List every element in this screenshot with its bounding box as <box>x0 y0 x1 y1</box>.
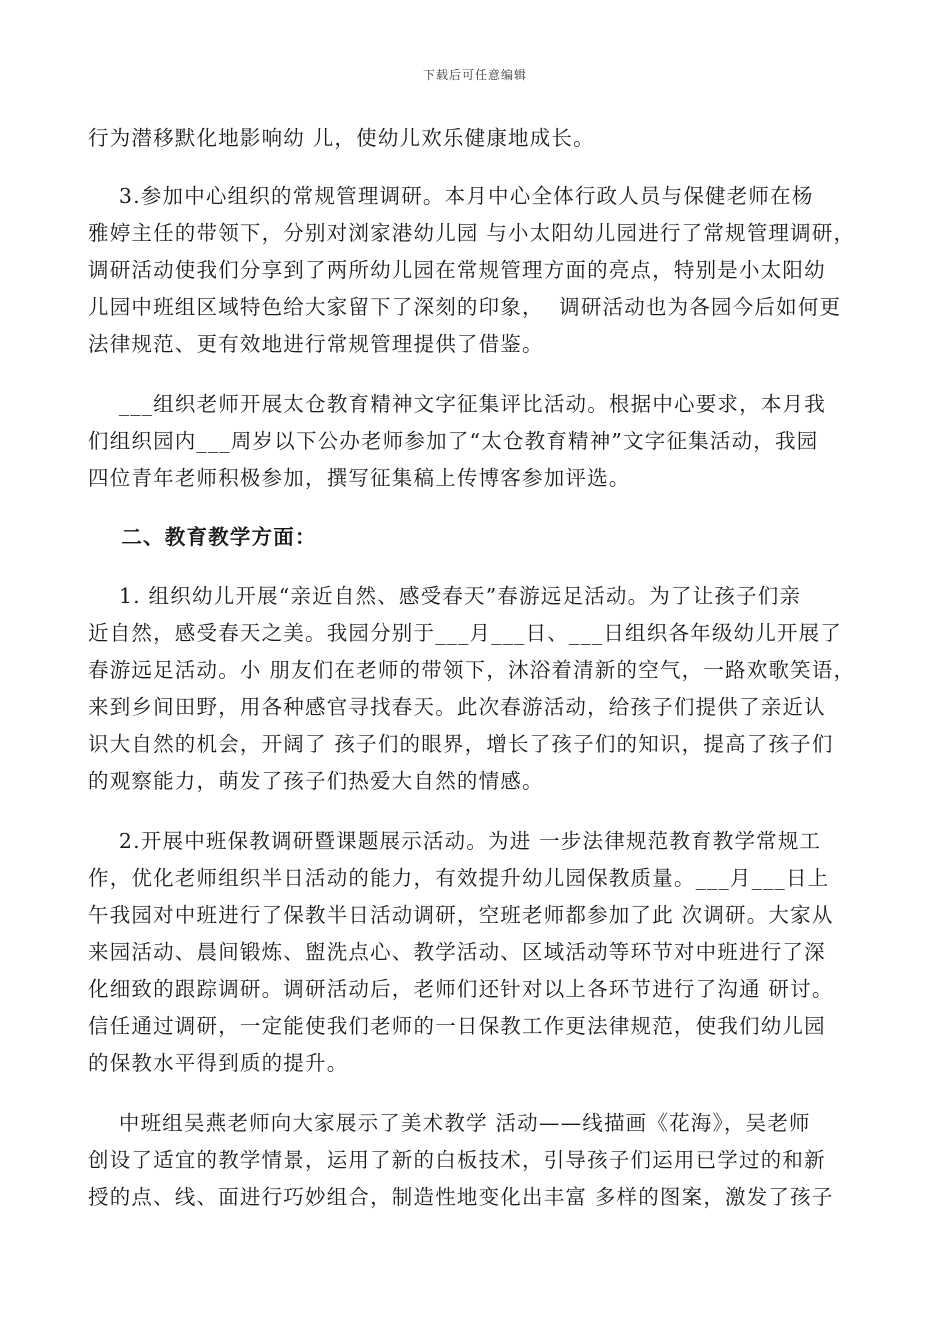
text-line: 3.参加中心组织的常规管理调研。本月中心全体行政人员与保健老师在杨 <box>88 184 814 208</box>
text-line: 午我园对中班进行了保教半日活动调研，空班老师都参加了此 次调研。大家从 <box>88 903 834 927</box>
text-line: 的保教水平得到质的提升。 <box>88 1051 349 1075</box>
text-line: 创设了适宜的教学情景，运用了新的白板技术，引导孩子们运用已学过的和新 <box>88 1148 826 1172</box>
text-line: 中班组吴燕老师向大家展示了美术教学 活动——线描画《花海》，吴老师 <box>88 1111 811 1135</box>
text-line: 调研活动使我们分享到了两所幼儿园在常规管理方面的亮点，特别是小太阳幼 <box>88 258 826 282</box>
text-line: 授的点、线、面进行巧妙组合，制造性地变化出丰富 多样的图案，激发了孩子 <box>88 1185 834 1209</box>
text-line: 识大自然的机会，开阔了 孩子们的眼界，增长了孩子们的知识，提高了孩子们 <box>88 732 834 756</box>
text-line: 儿园中班组区域特色给大家留下了深刻的印象， 调研活动也为各园今后如何更 <box>88 295 842 319</box>
page-header-note: 下载后可任意编辑 <box>422 68 527 82</box>
text-line: ___组织老师开展太仓教育精神文字征集评比活动。根据中心要求，本月我 <box>88 392 826 416</box>
section-heading: 二、教育教学方面： <box>88 525 317 549</box>
text-line: 来到乡间田野，用各种感官寻找春天。此次春游活动，给孩子们提供了亲近认 <box>88 695 826 719</box>
text-line: 作，优化老师组织半日活动的能力，有效提升幼儿园保教质量。___月___日上 <box>88 866 830 890</box>
text-line: 信任通过调研，一定能使我们老师的一日保教工作更法律规范，使我们幼儿园 <box>88 1014 826 1038</box>
text-line: 行为潜移默化地影响幼 儿，使幼儿欢乐健康地成长。 <box>88 126 595 150</box>
text-line: 们组织园内___周岁以下公办老师参加了“太仓教育精神”文字征集活动，我园 <box>88 429 819 453</box>
text-line: 春游远足活动。小 朋友们在老师的带领下，沐浴着清新的空气，一路欢歌笑语， <box>88 658 856 682</box>
text-line: 雅婷主任的带领下，分别对浏家港幼儿园 与小太阳幼儿园进行了常规管理调研， <box>88 221 856 245</box>
text-line: 法律规范、更有效地进行常规管理提供了借鉴。 <box>88 332 544 356</box>
text-line: 的观察能力，萌发了孩子们热爱大自然的情感。 <box>88 769 544 793</box>
text-line: 四位青年老师积极参加，撰写征集稿上传博客参加评选。 <box>88 466 631 490</box>
text-line: 近自然，感受春天之美。我园分别于___月___日、___日组织各年级幼儿开展了 <box>88 621 843 645</box>
text-line: 1. 组织幼儿开展“亲近自然、感受春天”春游远足活动。为了让孩子们亲 <box>88 584 802 608</box>
text-line: 化细致的跟踪调研。调研活动后，老师们还针对以上各环节进行了沟通 研讨。 <box>88 977 834 1001</box>
text-line: 2.开展中班保教调研暨课题展示活动。为进 一步法律规范教育教学常规工 <box>88 829 822 853</box>
text-line: 来园活动、晨间锻炼、盥洗点心、教学活动、区域活动等环节对中班进行了深 <box>88 940 826 964</box>
